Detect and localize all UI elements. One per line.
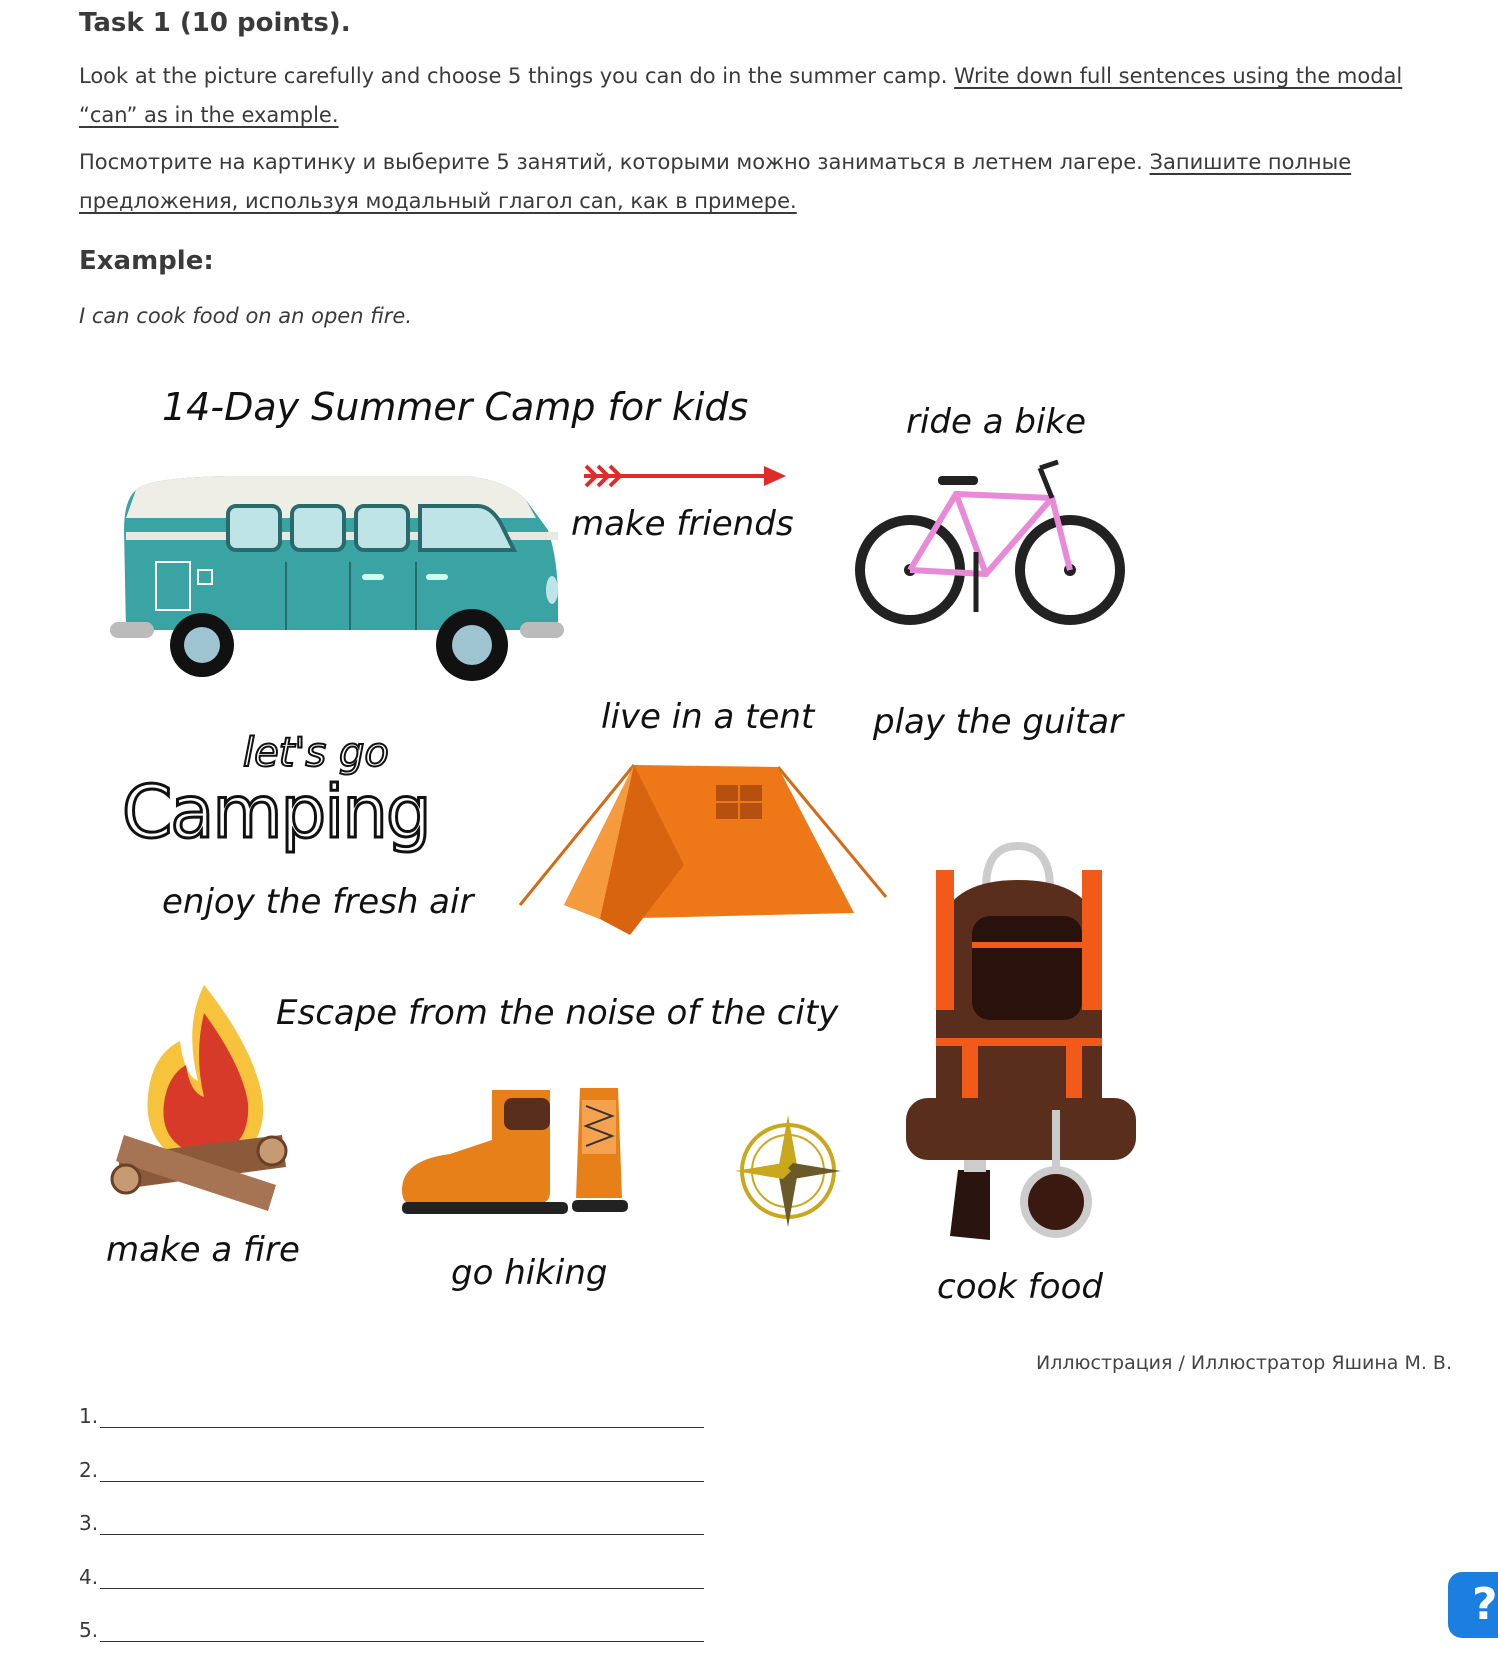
answer-number: 2. — [79, 1458, 99, 1482]
logo-camping: Camping — [122, 770, 430, 854]
logo-lets-go: let's go — [243, 730, 389, 776]
answer-number: 1. — [79, 1404, 99, 1428]
instruction-ru-underlined: Запишите полные предложения, используя модальный глагол can, как в примере. — [79, 150, 1352, 213]
answer-blank[interactable] — [100, 1568, 704, 1589]
label-go-hiking: go hiking — [451, 1253, 608, 1293]
answer-line-3[interactable] — [79, 1511, 704, 1535]
van-icon — [106, 470, 556, 695]
example-heading: Example: — [79, 246, 214, 276]
answer-blank[interactable] — [100, 1461, 704, 1482]
instruction-en-plain: Look at the picture carefully and choose 5 things you can do in the summer camp. — [79, 64, 948, 88]
label-make-friends: make friends — [571, 504, 794, 544]
answer-blank[interactable] — [100, 1407, 704, 1428]
answer-blank[interactable] — [100, 1621, 704, 1642]
answer-number: 4. — [79, 1565, 99, 1589]
task-title: Task 1 (10 points). — [79, 8, 351, 38]
help-button[interactable]: ? — [1448, 1572, 1498, 1638]
label-play-guitar: play the guitar — [873, 702, 1124, 742]
answer-number: 3. — [79, 1511, 99, 1535]
answer-blank[interactable] — [100, 1514, 704, 1535]
instruction-ru-plain: Посмотрите на картинку и выберите 5 занятий, которыми можно заниматься в летнем лагере. — [79, 150, 1143, 174]
example-text: I can cook food on an open fire. — [79, 304, 413, 328]
boots-icon — [400, 1080, 640, 1222]
campfire-icon — [112, 985, 288, 1215]
label-live-tent: live in a tent — [601, 697, 815, 737]
answer-line-1[interactable] — [79, 1404, 704, 1428]
backpack-icon — [906, 840, 1146, 1252]
label-make-fire: make a fire — [106, 1230, 300, 1270]
illustration-credit: Иллюстрация / Иллюстратор Яшина М. В. — [1036, 1352, 1452, 1374]
illustration-title: 14-Day Summer Camp for kids — [162, 385, 749, 429]
bike-icon — [856, 462, 1124, 626]
label-cook-food: cook food — [937, 1267, 1103, 1307]
answer-number: 5. — [79, 1618, 99, 1642]
arrow-icon — [580, 458, 790, 494]
answer-line-5[interactable] — [79, 1618, 704, 1642]
answer-line-2[interactable] — [79, 1458, 704, 1482]
label-ride-bike: ride a bike — [906, 402, 1087, 442]
label-fresh-air: enjoy the fresh air — [162, 882, 474, 922]
instruction-en-underlined: Write down full sentences using the modal “can” as in the example. — [79, 64, 1403, 127]
answer-line-4[interactable] — [79, 1565, 704, 1589]
compass-icon — [733, 1113, 843, 1229]
label-escape: Escape from the noise of the city — [276, 993, 839, 1033]
tent-icon — [514, 755, 892, 955]
